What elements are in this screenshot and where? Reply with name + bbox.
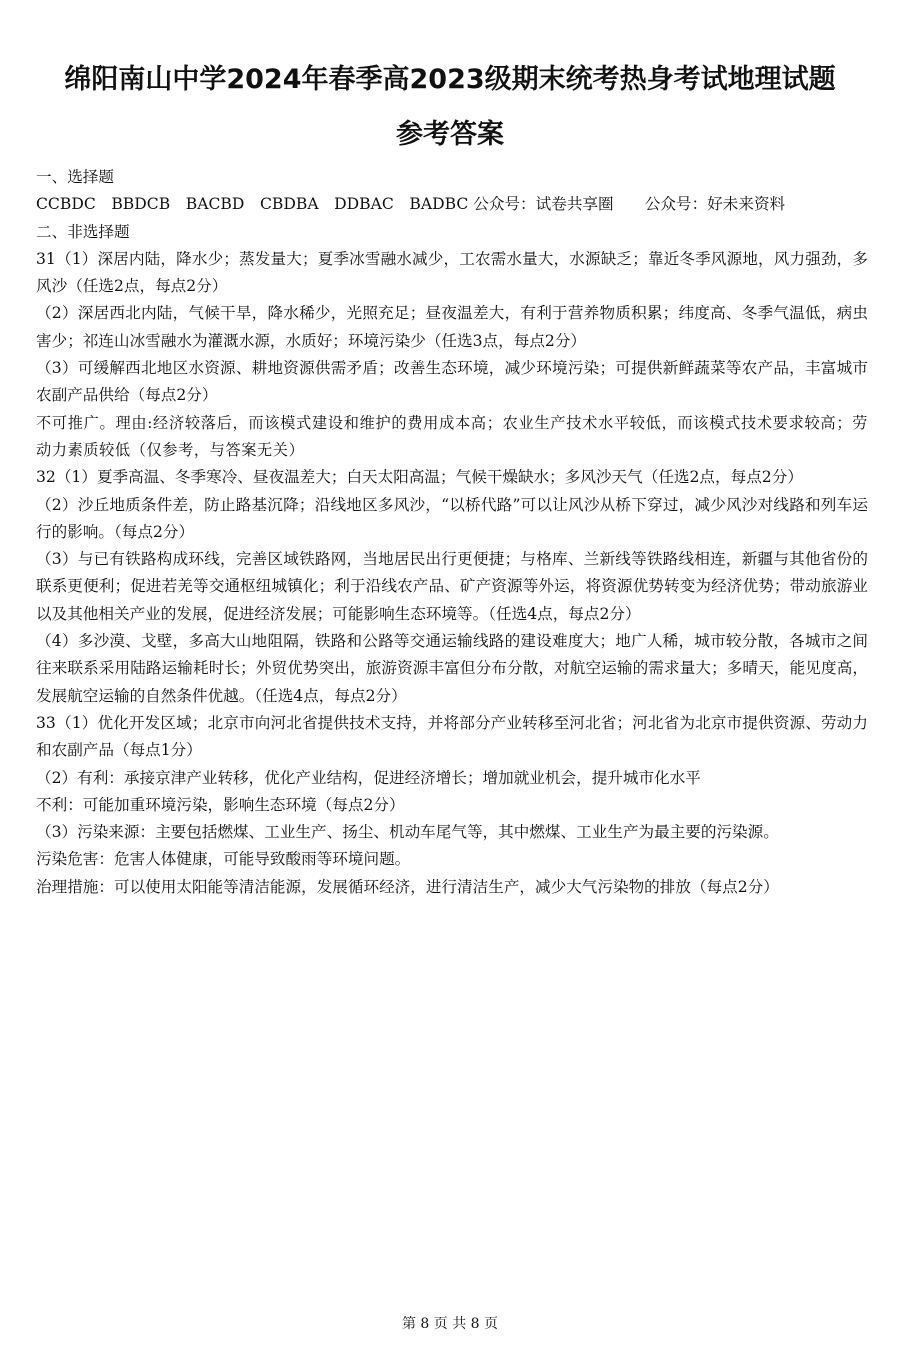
q31-part2: （2）深居西北内陆，气候干旱，降水稀少，光照充足；昼夜温差大，有利于营养物质积累；纬度高、冬季气温低，病虫害少；祁连山冰雪融水为灌溉水源，水质好；环境污染少（任选3点，每点2分） xyxy=(36,304,868,350)
q31-note: 不可推广。理由:经济较落后，而该模式建设和维护的费用成本高；农业生产技术水平较低，而该模式技术要求较高；劳动力素质较低（仅参考，与答案无关） xyxy=(36,413,868,459)
answer-body xyxy=(36,164,868,901)
choice-answers: CCBDC BBDCB BACBD CBDBA DDBAC BADBC 公众号：试卷共享圈 公众号：好未来资料 xyxy=(36,195,786,214)
q33-part2-disadvantage: 不利：可能加重环境污染，影响生态环境（每点2分） xyxy=(36,795,405,814)
q32-part1: 32（1）夏季高温、冬季寒冷、昼夜温差大；白天太阳高温；气候干燥缺水；多风沙天气（任选2点，每点2分） xyxy=(36,468,803,487)
choice-heading: 一、选择题 xyxy=(36,168,114,186)
q31-part1: 31（1）深居内陆，降水少；蒸发量大；夏季冰雪融水减少，工农需水量大，水源缺乏；靠近冬季风源地，风力强劲，多风沙（任选2点，每点2分） xyxy=(36,249,868,296)
q33-part3-source: （3）污染来源：主要包括燃煤、工业生产、扬尘、机动车尾气等，其中燃煤、工业生产为最主要的污染源。 xyxy=(36,823,779,842)
q33-part3-harm: 污染危害：危害人体健康，可能导致酸雨等环境问题。 xyxy=(36,850,411,869)
page-footer: 第 8 页 共 8 页 xyxy=(401,1316,499,1332)
q32-part4: （4）多沙漠、戈壁，多高大山地阻隔，铁路和公路等交通运输线路的建设难度大；地广人稀，城市较分散，各城市之间往来联系采用陆路运输耗时长；外贸优势突出，旅游资源丰富但分布分散，对航空运输的需求量大；多晴天，能见度高，发展航空运输的自然条件优越。（任选4点，每点2分） xyxy=(36,632,868,705)
q33-part1: 33（1）优化开发区域；北京市向河北省提供技术支持，并将部分产业转移至河北省；河北省为北京市提供资源、劳动力和农副产品（每点1分） xyxy=(36,713,868,760)
q32-part3: （3）与已有铁路构成环线，完善区域铁路网，当地居民出行更便捷；与格库、兰新线等铁路线相连，新疆与其他省份的联系更便利；促进若羌等交通枢纽城镇化；利于沿线农产品、矿产资源等外运，将资源优势转变为经济优势；带动旅游业以及其他相关产业的发展，促进经济发展；可能影响生态环境等。（任选4点，每点2分） xyxy=(36,550,868,623)
q33-part2: （2）有利：承接京津产业转移，优化产业结构，促进经济增长；增加就业机会，提升城市化水平 xyxy=(36,768,701,787)
q33-part3-measures: 治理措施：可以使用太阳能等清洁能源，发展循环经济，进行清洁生产，减少大气污染物的排放（每点2分） xyxy=(36,877,779,896)
page-title: 绵阳南山中学2024年春季高2023级期末统考热身考试地理试题 xyxy=(64,64,836,95)
q32-part2: （2）沙丘地质条件差，防止路基沉降；沿线地区多风沙，“以桥代路”可以让风沙从桥下穿过，减少风沙对线路和列车运行的影响。（每点2分） xyxy=(36,495,868,541)
q31-part3: （3）可缓解西北地区水资源、耕地资源供需矛盾；改善生态环境，减少环境污染；可提供新鲜蔬菜等农产品，丰富城市农副产品供给（每点2分） xyxy=(36,359,868,405)
page-subtitle: 参考答案 xyxy=(396,119,504,150)
nonchoice-heading: 二、非选择题 xyxy=(36,222,130,241)
